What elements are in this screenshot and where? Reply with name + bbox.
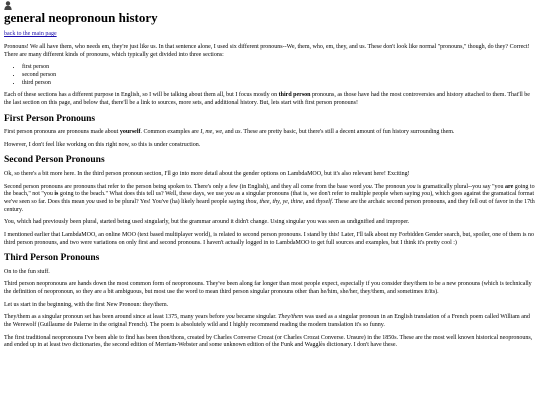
- list-item: • third person: [22, 80, 536, 88]
- third-person-paragraph: On to the fun stuff.: [4, 268, 50, 275]
- third-person-paragraph: They/them as a singular pronoun set has been around since at least 1375, many years before you became singular. They/them was used as a singular pronoun in an English translation of a French poem called William and the Werewolf (Guillaume de Palerne in the original French). The poem is absolutely wild and I highly recommend reading the modern translation it's so funny.: [4, 314, 530, 329]
- third-person-paragraph: Third person neopronouns are hands down the most common form of neopronouns. They've been along far longer than most people expect, especially if you consider they/them to be a new pronouns (which is technically the definition of neopronoun, so they are a bit ambiguous, but most use the word to mean third person singular pronouns other than he/him, she/her, they/them, and sometimes it/its).: [4, 281, 532, 296]
- intro-paragraph: Pronouns! We all have them, who needs em, they're just like us. In that sentence alone, I used six different pronouns--We, them, who, em, they, and us. These don't look like normal "pronouns," though, do they? Correct! There are many different kinds of pronouns, which typically get divided into three sections:: [4, 43, 530, 58]
- third-person-paragraph: Let us start in the beginning, with the first New Pronoun: they/them.: [4, 301, 169, 308]
- second-person-paragraph: I mentioned earlier that LambdaMOO, an online MOO (text based multiplayer world), is related to second person pronouns. I stand by this! Later, I'll talk about my Forbidden Gender search, but, spoiler, one of them is no third person pronouns, and two were variations on only first and second pronouns. I haven't actually logged in to LambdaMOO to get full sources and examples, but I think it's pretty cool :): [4, 231, 534, 246]
- first-person-paragraph: However, I don't feel like working on this right now, so this is under construction.: [4, 141, 201, 148]
- pronoun-category-list: [4, 64, 536, 87]
- first-person-paragraph: First person pronouns are pronouns made about yourself. Common examples are I, me, we, and us. These are pretty basic, but there's still a decent amount of fun history surrounding them.: [4, 129, 455, 136]
- third-person-heading: Third Person Pronouns: [4, 253, 100, 264]
- second-person-paragraph: Second person pronouns are pronouns that refer to the person being spoken to. There's only a few (in English), and they all come from the base word you. The pronoun you is gramatically plural--you say "you are going to the beach," not "you is going to the beach." What does this tell us? Well, these days, we use you as a singular pronouns (that is, we don't refer to multiple people when saying you), which goes against the gramatical format we've seen so far. Does this mean you used to be plural? Yes! You've (ha) likely heard people saying thou, thee, thy, ye, thine, and thyself. These are the archaic second person pronouns, and they fell out of favor in the 17th century.: [4, 183, 535, 213]
- second-person-paragraph: You, which had previously been plural, started being used singularly, but the grammar around it didn't change. Using singular you was seen as undignified and improper.: [4, 219, 410, 226]
- third-person-paragraph: The first traditional neopronouns I've been able to find has been thon/thons, created by Charles Converse Crozat (or Charles Crozat Converse. Unsure) in the 1850s. These are the most well known historical neopronouns, and ended up in at least two dictionaries, the second edition of Merriam-Webster and some unknown edition of the Funk and Wagglès dictionary. I don't have these.: [4, 334, 533, 349]
- person-icon: [4, 1, 12, 10]
- list-item: • first person: [22, 64, 536, 72]
- second-person-paragraph: Ok, so there's a bit more here. In the third person pronoun section, I'll go into more detail about the gender options on LambdaMOO, but it's also relevant here! Exciting!: [4, 170, 410, 177]
- page-title: general neopronoun history: [4, 10, 158, 25]
- list-item: • second person: [22, 72, 536, 80]
- back-to-main-link[interactable]: back to the main page: [4, 31, 57, 38]
- first-person-heading: First Person Pronouns: [4, 113, 96, 124]
- second-person-heading: Second Person Pronouns: [4, 155, 105, 166]
- intro-paragraph-2: Each of these sections has a different purpose in English, so I will be talking about them all, but I focus mostly on third person pronouns, as those have had the most controversies and history attached to them. That'll be the last section on this page, and below that, there'll be a link to sources, more sets, and additional history. But, lets start with first person pronouns!: [4, 92, 530, 106]
